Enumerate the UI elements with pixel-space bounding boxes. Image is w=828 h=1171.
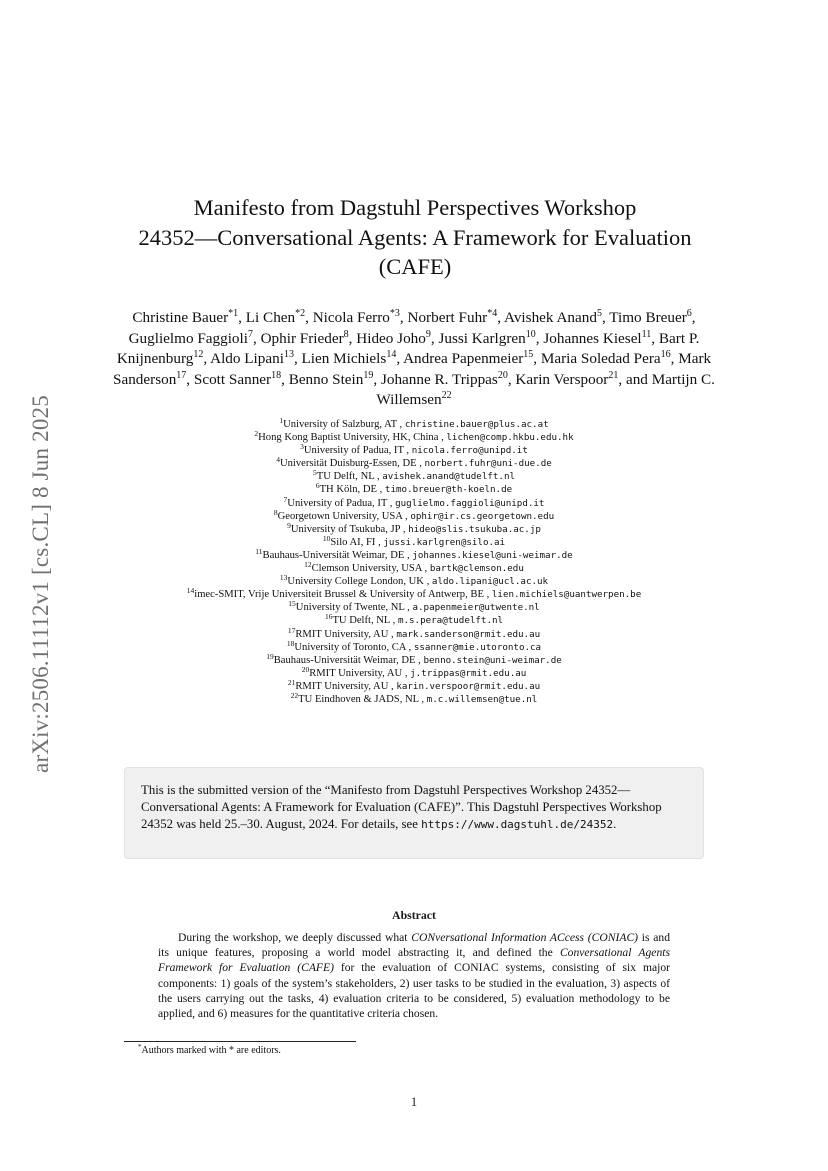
author	[302, 350, 397, 367]
affiliation-number: 4	[276, 455, 280, 465]
affiliation-row	[140, 444, 688, 457]
author-affiliation-mark: 13	[283, 349, 294, 360]
affiliation-separator: ,	[388, 628, 397, 640]
author	[132, 309, 238, 326]
affiliation-number: 13	[279, 573, 288, 583]
affiliation-separator: ,	[415, 654, 424, 666]
affiliation-institution: University College London, UK	[287, 576, 424, 588]
affiliation-institution: University of Salzburg, AT	[283, 419, 397, 430]
affiliation-institution: Bauhaus-Universität Weimar, DE	[262, 549, 405, 561]
affiliation-row	[140, 625, 688, 641]
affiliation-email[interactable]: m.s.pera@tudelft.nl	[397, 615, 504, 627]
affiliation-separator: ,	[400, 523, 409, 535]
author-affiliation-mark: 20	[497, 369, 508, 381]
author	[543, 330, 651, 347]
affiliation-email[interactable]: aldo.lipani@ucl.ac.uk	[431, 576, 549, 588]
affiliation-separator: ,	[390, 615, 398, 627]
affiliation-number: 19	[266, 651, 274, 661]
affiliation-row	[140, 690, 688, 706]
affiliation-list	[140, 418, 688, 706]
affiliation-email[interactable]: karin.verspoor@rmit.edu.au	[396, 680, 541, 692]
affiliation-email[interactable]: ophir@ir.cs.georgetown.edu	[410, 510, 555, 522]
affiliation-email[interactable]: mark.sanderson@rmit.edu.au	[396, 628, 541, 640]
affiliation-number: 22	[290, 690, 299, 700]
author	[246, 309, 305, 326]
affiliation-institution: TU Delft, NL	[316, 471, 375, 483]
author-name: Avishek Anand	[504, 309, 597, 326]
abstract-emphasis: CONversational Information ACcess (CONIAC)	[411, 931, 639, 944]
author	[356, 330, 431, 347]
affiliation-row	[140, 588, 688, 601]
affiliation-separator: ,	[405, 641, 414, 653]
author-affiliation-mark: 19	[363, 369, 374, 381]
affiliation-number: 12	[304, 560, 312, 570]
abstract-fragment: for the evaluation of CONIAC systems, consisting of six major components: 1) goals of the system’s stakeholders, 2) user tasks to be studied in the evaluation, 3) aspects of the users carrying out the tasks, 4) evaluation criteria to be considered, 5) evaluation methodology to be applied, and 6) measures for the quantitative criteria chosen.	[158, 961, 670, 1021]
author-name: Maria Soledad Pera	[540, 350, 661, 367]
affiliation-institution: Universität Duisburg-Essen, DE	[279, 458, 417, 470]
affiliation-email[interactable]: norbert.fuhr@uni-due.de	[424, 458, 552, 470]
affiliation-row	[140, 664, 688, 680]
author	[289, 371, 374, 388]
author-name: Martijn C. Willemsen	[376, 370, 715, 408]
author-name: Karin Verspoor	[515, 370, 609, 388]
author	[261, 330, 349, 347]
affiliation-number: 2	[254, 429, 259, 439]
affiliation-email[interactable]: hideo@slis.tsukuba.ac.jp	[408, 523, 541, 535]
author-name: Bart P. Knijnenburg	[116, 329, 700, 367]
affiliation-email[interactable]: j.trippas@rmit.edu.au	[410, 667, 527, 679]
author-name: Andrea Papenmeier	[403, 350, 524, 367]
affiliation-email[interactable]: lichen@comp.hkbu.edu.hk	[446, 432, 574, 444]
affiliation-row	[140, 601, 688, 614]
affiliation-institution: Georgetown University, USA	[277, 510, 403, 522]
affiliation-number: 7	[283, 494, 288, 504]
author-name: Ophir Frieder	[260, 329, 344, 347]
arxiv-identifier-stamp	[25, 349, 57, 819]
author	[129, 330, 253, 347]
abstract-heading: Abstract	[392, 908, 436, 922]
affiliation-number: 9	[287, 520, 291, 530]
author-affiliation-mark: *2	[295, 308, 306, 319]
affiliation-institution: TH Köln, DE	[319, 484, 377, 496]
affiliation-number: 20	[301, 664, 310, 674]
author	[438, 330, 535, 347]
author-affiliation-mark: 14	[386, 349, 397, 360]
affiliation-email[interactable]: timo.breuer@th-koeln.de	[384, 484, 513, 496]
affiliation-email[interactable]: nicola.ferro@unipd.it	[411, 445, 528, 457]
affiliation-separator: ,	[387, 497, 396, 509]
affiliation-institution: University of Padua, IT	[303, 445, 404, 457]
affiliation-separator: ,	[402, 667, 411, 679]
affiliation-institution: Clemson University, USA	[311, 563, 422, 575]
author-affiliation-mark: *3	[389, 308, 400, 319]
footnote	[138, 1045, 281, 1056]
affiliation-number: 10	[322, 533, 331, 543]
affiliation-separator: ,	[404, 602, 413, 614]
paper-title	[110, 193, 720, 282]
author-name: Lien Michiels	[301, 350, 387, 367]
affiliation-row	[140, 533, 688, 549]
affiliation-separator: ,	[374, 471, 383, 483]
affiliation-institution: RMIT University, AU	[295, 628, 389, 640]
affiliation-separator: ,	[421, 563, 430, 575]
affiliation-row	[140, 507, 688, 523]
author-affiliation-mark: 10	[525, 328, 536, 340]
affiliation-row	[140, 546, 688, 562]
author-affiliation-mark: 5	[596, 308, 602, 319]
author-affiliation-mark: *4	[487, 308, 498, 319]
author-affiliation-mark: 7	[247, 328, 253, 340]
affiliation-institution: University of Twente, NL	[295, 602, 405, 614]
affiliation-institution: RMIT University, AU	[295, 680, 389, 692]
affiliation-separator: ,	[404, 549, 413, 561]
author-affiliation-mark: *1	[228, 308, 239, 319]
author-name: Johannes Kiesel	[543, 329, 642, 347]
author-name: Jussi Karlgren	[438, 329, 526, 347]
author-name: Nicola Ferro	[312, 309, 390, 326]
footnote-mark: *	[138, 1043, 142, 1051]
author-affiliation-mark: 12	[193, 349, 204, 360]
affiliation-separator: ,	[396, 419, 405, 430]
affiliation-separator: ,	[376, 484, 385, 496]
affiliation-row	[140, 520, 688, 536]
affiliation-institution: University of Padua, IT	[287, 497, 388, 509]
affiliation-row	[140, 494, 688, 510]
author-name: Guglielmo Faggioli	[128, 329, 248, 347]
arxiv-identifier-text: arXiv:2506.11112v1 [cs.CL] 8 Jun 2025	[28, 395, 54, 773]
author	[504, 309, 602, 326]
abstract-emphasis: Conversational Agents Framework for Evaluation (CAFE)	[158, 946, 670, 975]
author-list: Christine Bauer$^{*1}$, Li Chen$^{*2}$, Nicola Ferro$^{*3}$, Norbert Fuhr$^{*4}$, Avishek Anand$^5$, Timo Breuer$^6$, Guglielmo Faggioli$^7$, Ophir Frieder$^8$, Hideo Joho$^9$, Jussi Karlgren$^{10}$, Johannes Kiesel$^{11}$, Bart P. Knijnenburg$^{12}$, Aldo Lipani$^{13}$, Lien Michiels$^{14}$, Andrea Papenmeier$^{15}$, Maria Soledad Pera$^{16}$, Mark Sanderson$^{17}$, Scott Sanner$^{18}$, Benno Stein$^{19}$, Johanne R. Trippas$^{20}$, Karin Verspoor$^{21}$, and Martijn C. Willemsen$^{22}$	[113, 308, 715, 408]
author	[210, 350, 294, 367]
affiliation-email[interactable]: jussi.karlgren@silo.ai	[383, 536, 506, 548]
affiliation-separator: ,	[403, 445, 412, 457]
affiliation-institution: imec-SMIT, Vrije Universiteit Brussel & University of Antwerp, BE	[194, 589, 484, 601]
author	[609, 309, 692, 326]
workshop-link[interactable]: https://www.dagstuhl.de/24352	[421, 818, 614, 831]
affiliation-row	[140, 418, 688, 431]
title-line: (CAFE)	[378, 254, 452, 279]
author-name: Aldo Lipani	[210, 350, 284, 367]
affiliation-institution: Silo AI, FI	[330, 536, 376, 548]
affiliation-email[interactable]: ssanner@mie.utoronto.ca	[413, 641, 542, 653]
affiliation-email[interactable]: christine.bauer@plus.ac.at	[404, 419, 549, 430]
author	[403, 350, 533, 367]
author-name: Christine Bauer	[132, 309, 229, 326]
author-affiliation-mark: 9	[425, 328, 431, 340]
author	[541, 350, 671, 367]
affiliation-row	[140, 614, 688, 627]
affiliation-number: 14	[186, 586, 195, 596]
author-affiliation-mark: 8	[343, 328, 349, 340]
author	[194, 371, 281, 388]
affiliation-number: 15	[288, 599, 296, 609]
affiliation-separator: ,	[388, 680, 397, 692]
affiliation-email[interactable]: guglielmo.faggioli@unipd.it	[395, 497, 545, 509]
author	[313, 309, 400, 326]
affiliation-number: 5	[312, 468, 317, 478]
affiliation-separator: ,	[483, 589, 492, 601]
title-line: 24352—Conversational Agents: A Framework for Evaluation	[138, 224, 692, 250]
submission-note-box	[124, 767, 704, 859]
note-end-punctuation: .	[613, 817, 617, 831]
author-name: Li Chen	[245, 309, 296, 326]
affiliation-separator: ,	[416, 458, 425, 470]
affiliation-email[interactable]: benno.stein@uni-weimar.de	[423, 654, 562, 666]
affiliation-email[interactable]: m.c.willemsen@tue.nl	[426, 693, 538, 705]
affiliation-email[interactable]: lien.michiels@uantwerpen.be	[491, 589, 642, 601]
affiliation-institution: RMIT University, AU	[309, 667, 403, 679]
author-name: Hideo Joho	[356, 329, 426, 347]
footnote-text: Authors marked with * are editors.	[141, 1045, 281, 1056]
author	[381, 371, 508, 388]
author-name: Norbert Fuhr	[407, 309, 488, 326]
author-name: Johanne R. Trippas	[380, 370, 498, 388]
affiliation-institution: University of Toronto, CA	[294, 641, 406, 653]
affiliation-number: 21	[287, 677, 296, 687]
affiliation-separator: ,	[375, 536, 384, 548]
author-affiliation-mark: 22	[441, 390, 452, 401]
page-number: 1	[410, 1095, 418, 1109]
author-conjunction: and	[625, 370, 652, 388]
author-name: Benno Stein	[288, 370, 364, 388]
affiliation-institution: University of Tsukuba, JP	[290, 523, 401, 535]
affiliation-row	[140, 651, 688, 667]
affiliation-institution: TU Delft, NL	[332, 615, 390, 627]
affiliation-email[interactable]: avishek.anand@tudelft.nl	[382, 471, 516, 483]
title-line: Manifesto from Dagstuhl Perspectives Workshop	[193, 195, 637, 220]
author	[515, 371, 618, 388]
affiliation-separator: ,	[423, 576, 432, 588]
abstract-text	[158, 930, 670, 1021]
author-name: Timo Breuer	[609, 309, 687, 326]
affiliation-separator: ,	[438, 432, 447, 444]
abstract-fragment: is and its unique features, proposing a world model abstracting it, and defined the	[158, 931, 671, 960]
affiliation-row	[140, 638, 688, 654]
author-affiliation-mark: 18	[271, 369, 282, 381]
affiliation-row	[140, 457, 688, 470]
affiliation-row	[140, 562, 688, 575]
affiliation-institution: Hong Kong Baptist University, HK, China	[258, 432, 439, 444]
footnote-rule	[124, 1041, 356, 1042]
author-affiliation-mark: 11	[641, 328, 652, 340]
author-affiliation-mark: 15	[523, 349, 534, 360]
affiliation-number: 16	[324, 612, 333, 622]
affiliation-number: 17	[287, 625, 296, 635]
affiliation-number: 1	[279, 416, 284, 425]
affiliation-row	[140, 431, 688, 444]
author-affiliation-mark: 21	[608, 369, 619, 381]
affiliation-number: 18	[286, 638, 295, 648]
affiliation-email[interactable]: johannes.kiesel@uni-weimar.de	[412, 549, 573, 561]
affiliation-institution: Bauhaus-Universität Weimar, DE	[273, 654, 416, 666]
affiliation-row	[140, 483, 688, 496]
affiliation-row	[140, 677, 688, 693]
affiliation-number: 8	[273, 507, 278, 517]
author-affiliation-mark: 6	[686, 308, 692, 319]
affiliation-number: 6	[315, 481, 320, 491]
affiliation-separator: ,	[402, 510, 411, 522]
author-affiliation-mark: 16	[660, 349, 671, 360]
affiliation-row	[140, 575, 688, 588]
affiliation-institution: TU Eindhoven & JADS, NL	[298, 693, 419, 705]
affiliation-number: 11	[255, 546, 263, 556]
abstract-fragment: During the workshop, we deeply discussed what	[178, 931, 412, 944]
author	[408, 309, 498, 326]
author-name: Scott Sanner	[193, 370, 272, 388]
affiliation-email[interactable]: bartk@clemson.edu	[429, 563, 524, 575]
affiliation-row	[140, 470, 688, 483]
affiliation-separator: ,	[418, 693, 427, 705]
affiliation-number: 3	[300, 442, 304, 452]
submission-note-text: This is the submitted version of the “Manifesto from Dagstuhl Perspectives Workshop 24352—Conversational Agents: A Framework for Evaluation (CAFE)”. This Dagstuhl Perspectives Workshop 24352 was held 25.–30. August, 2024. For details, see	[141, 783, 662, 831]
author-name: Mark Sanderson	[113, 350, 712, 388]
author-affiliation-mark: 17	[176, 369, 187, 381]
affiliation-email[interactable]: a.papenmeier@utwente.nl	[412, 602, 540, 614]
